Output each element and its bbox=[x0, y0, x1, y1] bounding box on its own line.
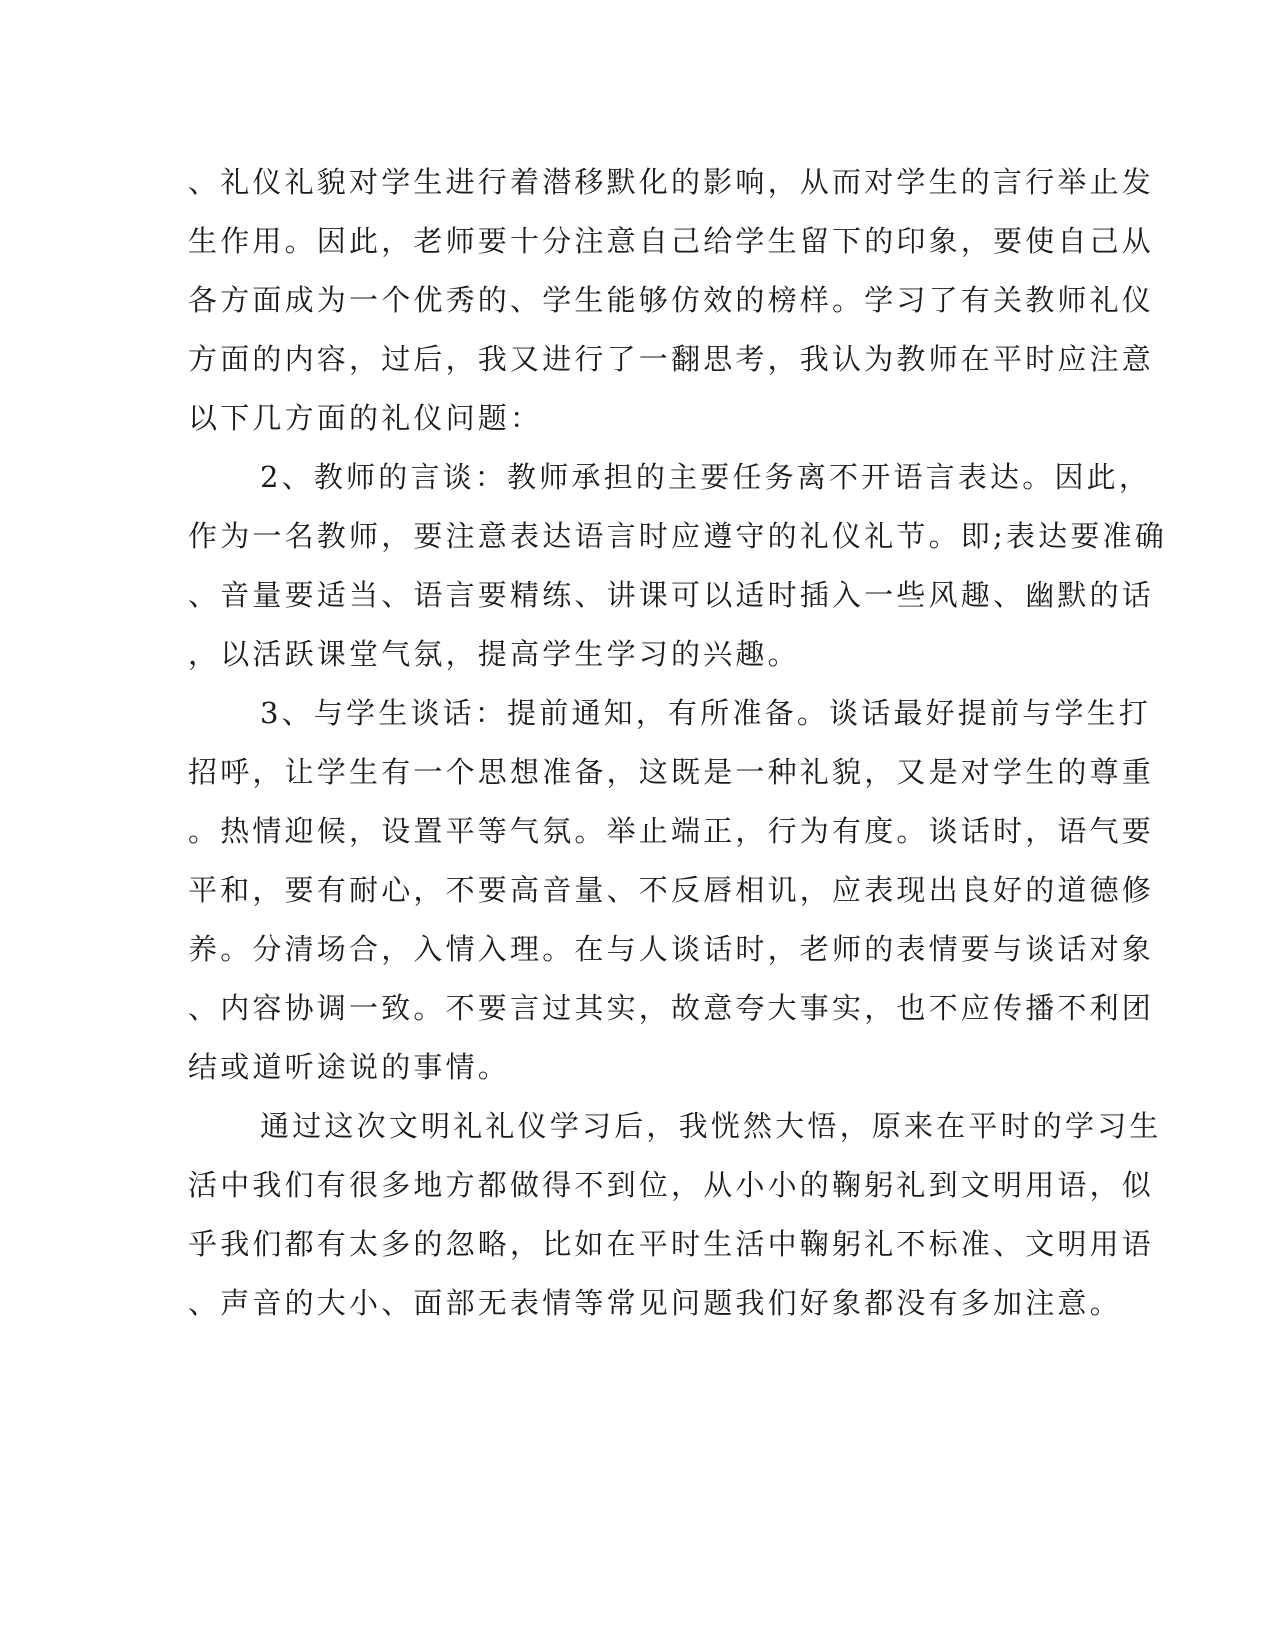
text-line: 招呼，让学生有一个思想准备，这既是一种礼貌，又是对学生的尊重 bbox=[188, 755, 1155, 789]
text-line: 、声音的大小、面部无表情等常见问题我们好象都没有多加注意。 bbox=[188, 1286, 1122, 1320]
text-line: 作为一名教师，要注意表达语言时应遵守的礼仪礼节。即;表达要准确 bbox=[188, 519, 1167, 553]
text-line: 通过这次文明礼礼仪学习后，我恍然大悟，原来在平时的学习生 bbox=[260, 1109, 1162, 1143]
text-line: 养。分清场合，入情入理。在与人谈话时，老师的表情要与谈话对象 bbox=[188, 932, 1155, 966]
text-line: 。热情迎候，设置平等气氛。举止端正，行为有度。谈话时，语气要 bbox=[188, 814, 1155, 848]
text-line: 以下几方面的礼仪问题： bbox=[188, 401, 543, 435]
text-line: 2、教师的言谈：教师承担的主要任务离不开语言表达。因此， bbox=[260, 460, 1152, 494]
text-line: 活中我们有很多地方都做得不到位，从小小的鞠躬礼到文明用语，似 bbox=[188, 1168, 1155, 1202]
text-line: 、内容协调一致。不要言过其实，故意夸大事实，也不应传播不利团 bbox=[188, 991, 1155, 1025]
text-line: 、礼仪礼貌对学生进行着潜移默化的影响，从而对学生的言行举止发 bbox=[188, 165, 1155, 199]
text-line: 平和，要有耐心，不要高音量、不反唇相讥，应表现出良好的道德修 bbox=[188, 873, 1155, 907]
text-line: 生作用。因此，老师要十分注意自己给学生留下的印象，要使自己从 bbox=[188, 224, 1155, 258]
text-line: 乎我们都有太多的忽略，比如在平时生活中鞠躬礼不标准、文明用语 bbox=[188, 1227, 1155, 1261]
text-line: 结或道听途说的事情。 bbox=[188, 1050, 511, 1084]
text-line: 、音量要适当、语言要精练、讲课可以适时插入一些风趣、幽默的话 bbox=[188, 578, 1155, 612]
text-line: 3、与学生谈话：提前通知，有所准备。谈话最好提前与学生打 bbox=[260, 696, 1152, 730]
text-line: ，以活跃课堂气氛，提高学生学习的兴趣。 bbox=[188, 637, 800, 671]
text-line: 方面的内容，过后，我又进行了一翻思考，我认为教师在平时应注意 bbox=[188, 342, 1155, 376]
text-line: 各方面成为一个优秀的、学生能够仿效的榜样。学习了有关教师礼仪 bbox=[188, 283, 1155, 317]
